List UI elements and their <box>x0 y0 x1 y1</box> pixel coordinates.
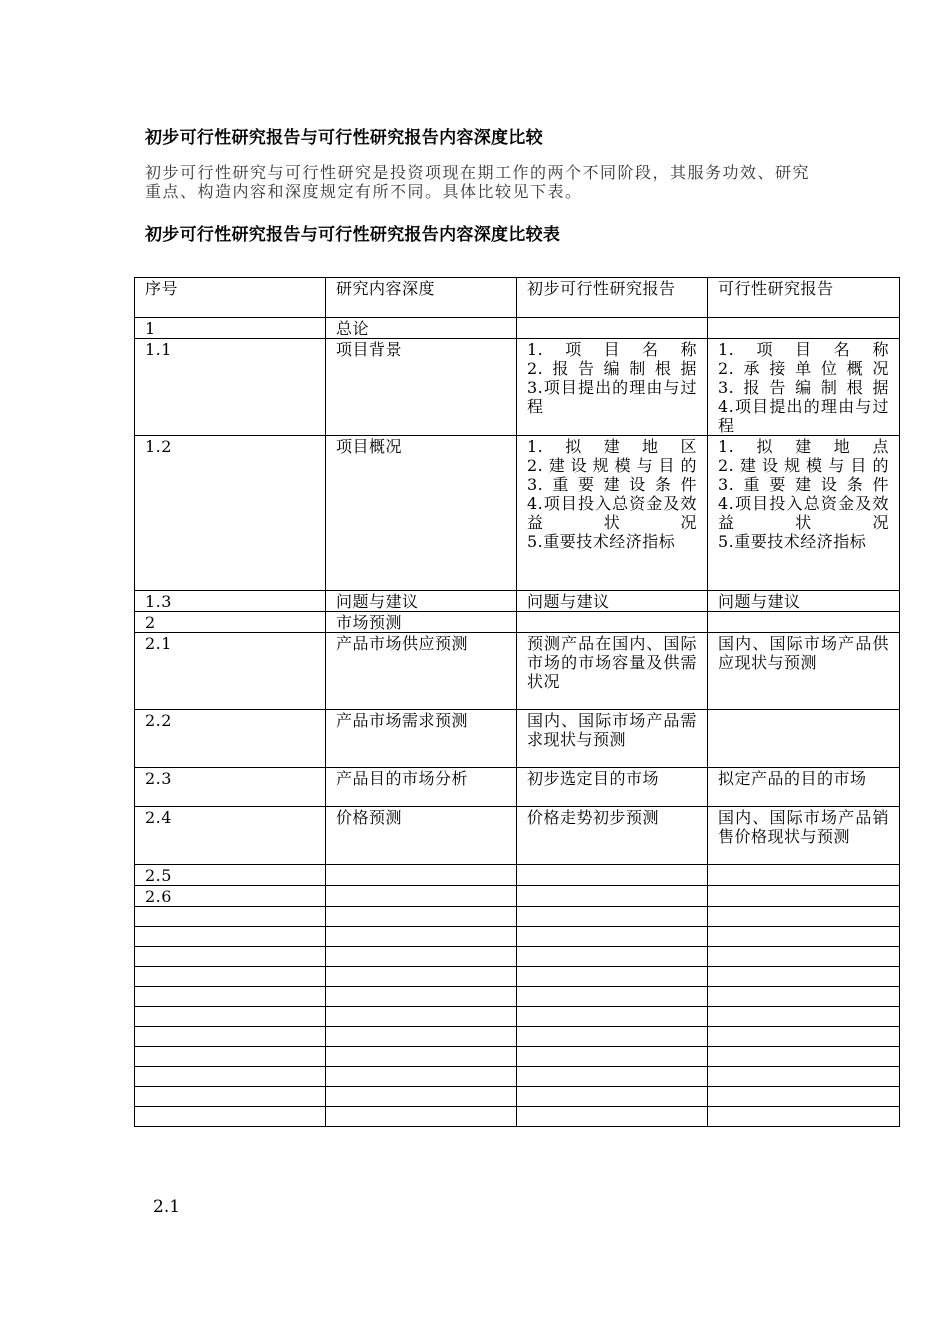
cell-prelim <box>517 1047 708 1067</box>
cell-content <box>326 927 517 947</box>
cell-feasibility <box>708 947 900 967</box>
cell-line: 预测产品在国内、国际市场的市场容量及供需状况 <box>527 634 697 691</box>
cell-prelim <box>517 710 708 768</box>
cell-line: 拟定产品的目的市场 <box>718 769 867 788</box>
table-header-row <box>135 278 900 318</box>
cell-line: 1.拟建地区 <box>527 437 697 456</box>
footer-section-number: 2.1 <box>153 1197 181 1217</box>
cell-seq: 1.2 <box>135 436 326 591</box>
cell-seq <box>135 947 326 967</box>
cell-seq <box>135 1007 326 1027</box>
cell-content <box>326 886 517 907</box>
cell-prelim <box>517 886 708 907</box>
table-row <box>135 1007 900 1027</box>
table-title: 初步可行性研究报告与可行性研究报告内容深度比较表 <box>145 225 561 245</box>
cell-feasibility <box>708 591 900 612</box>
cell-seq <box>135 1087 326 1107</box>
table-row <box>135 710 900 768</box>
table-row <box>135 591 900 612</box>
cell-line: 1.拟建地点 <box>718 437 889 456</box>
cell-prelim <box>517 768 708 807</box>
cell-seq: 2.6 <box>135 886 326 907</box>
cell-seq: 2.2 <box>135 710 326 768</box>
table-row <box>135 318 900 339</box>
cell-line: 3.重要建设条件 <box>718 475 889 494</box>
cell-line: 4.项目提出的理由与过程 <box>718 397 889 435</box>
cell-prelim <box>517 1087 708 1107</box>
table-row <box>135 1087 900 1107</box>
cell-seq <box>135 1047 326 1067</box>
cell-line: 5.重要技术经济指标 <box>527 532 676 551</box>
cell-prelim <box>517 1107 708 1127</box>
table-row <box>135 1047 900 1067</box>
cell-content <box>326 865 517 886</box>
cell-prelim <box>517 947 708 967</box>
table-row <box>135 927 900 947</box>
cell-feasibility <box>708 318 900 339</box>
table-row <box>135 633 900 710</box>
cell-content: 产品市场需求预测 <box>326 710 517 768</box>
cell-prelim <box>517 612 708 633</box>
cell-content: 产品市场供应预测 <box>326 633 517 710</box>
table-row <box>135 1067 900 1087</box>
cell-line: 2.建设规模与目的 <box>718 456 889 475</box>
cell-line: 价格走势初步预测 <box>527 808 660 827</box>
cell-seq: 1 <box>135 318 326 339</box>
document-title: 初步可行性研究报告与可行性研究报告内容深度比较 <box>145 128 543 148</box>
cell-feasibility <box>708 710 900 768</box>
cell-line: 问题与建议 <box>718 592 801 611</box>
cell-prelim <box>517 1007 708 1027</box>
cell-feasibility <box>708 1047 900 1067</box>
cell-seq: 1.3 <box>135 591 326 612</box>
cell-content: 市场预测 <box>326 612 517 633</box>
cell-line: 3.报告编制根据 <box>718 378 889 397</box>
cell-feasibility <box>708 865 900 886</box>
cell-seq <box>135 907 326 927</box>
cell-prelim <box>517 339 708 436</box>
cell-seq <box>135 987 326 1007</box>
cell-prelim <box>517 436 708 591</box>
cell-line: 2.报告编制根据 <box>527 359 697 378</box>
cell-feasibility <box>708 907 900 927</box>
cell-line: 4.项目投入总资金及效益状况 <box>527 494 697 532</box>
cell-seq: 2.1 <box>135 633 326 710</box>
table-row <box>135 807 900 865</box>
cell-line: 3.项目提出的理由与过程 <box>527 378 697 416</box>
cell-content <box>326 1067 517 1087</box>
cell-prelim <box>517 591 708 612</box>
cell-line: 问题与建议 <box>527 592 610 611</box>
cell-content <box>326 967 517 987</box>
cell-line: 初步选定目的市场 <box>527 769 660 788</box>
cell-prelim <box>517 987 708 1007</box>
table-row <box>135 1107 900 1127</box>
cell-content <box>326 1047 517 1067</box>
cell-content: 产品目的市场分析 <box>326 768 517 807</box>
cell-feasibility <box>708 807 900 865</box>
cell-seq <box>135 927 326 947</box>
cell-line: 3.重要建设条件 <box>527 475 697 494</box>
cell-seq: 1.1 <box>135 339 326 436</box>
table-row <box>135 886 900 907</box>
cell-content: 项目概况 <box>326 436 517 591</box>
table-row <box>135 967 900 987</box>
cell-prelim <box>517 865 708 886</box>
cell-content <box>326 947 517 967</box>
cell-feasibility <box>708 927 900 947</box>
header-feasibility: 可行性研究报告 <box>708 278 900 318</box>
table-row <box>135 436 900 591</box>
table-row <box>135 865 900 886</box>
table-row <box>135 987 900 1007</box>
cell-feasibility <box>708 612 900 633</box>
cell-prelim <box>517 1067 708 1087</box>
comparison-table <box>134 277 900 1127</box>
cell-content <box>326 1107 517 1127</box>
cell-content <box>326 907 517 927</box>
cell-seq <box>135 1027 326 1047</box>
cell-feasibility <box>708 1007 900 1027</box>
cell-content <box>326 1007 517 1027</box>
cell-feasibility <box>708 1087 900 1107</box>
cell-line: 1.项目名称 <box>527 340 697 359</box>
cell-content <box>326 1027 517 1047</box>
cell-feasibility <box>708 633 900 710</box>
cell-seq: 2.3 <box>135 768 326 807</box>
cell-prelim <box>517 633 708 710</box>
table-row <box>135 907 900 927</box>
cell-prelim <box>517 807 708 865</box>
cell-content: 问题与建议 <box>326 591 517 612</box>
cell-seq: 2.5 <box>135 865 326 886</box>
cell-content: 价格预测 <box>326 807 517 865</box>
intro-paragraph: 初步可行性研究与可行性研究是投资项现在期工作的两个不同阶段，其服务功效、研究重点、构造内容和深度规定有所不同。具体比较见下表。 <box>145 163 811 201</box>
cell-prelim <box>517 907 708 927</box>
table-body <box>135 318 900 1127</box>
cell-feasibility <box>708 768 900 807</box>
cell-line: 国内、国际市场产品需求现状与预测 <box>527 711 697 749</box>
cell-feasibility <box>708 987 900 1007</box>
cell-seq <box>135 967 326 987</box>
cell-content <box>326 1087 517 1107</box>
cell-prelim <box>517 967 708 987</box>
cell-line: 5.重要技术经济指标 <box>718 532 867 551</box>
cell-content: 总论 <box>326 318 517 339</box>
cell-feasibility <box>708 436 900 591</box>
cell-prelim <box>517 1027 708 1047</box>
cell-content: 项目背景 <box>326 339 517 436</box>
cell-line: 2.承接单位概况 <box>718 359 889 378</box>
cell-feasibility <box>708 339 900 436</box>
header-content: 研究内容深度 <box>326 278 517 318</box>
cell-feasibility <box>708 1107 900 1127</box>
cell-line: 1.项目名称 <box>718 340 889 359</box>
cell-line: 国内、国际市场产品供应现状与预测 <box>718 634 889 672</box>
table-row <box>135 339 900 436</box>
header-seq: 序号 <box>135 278 326 318</box>
table-row <box>135 947 900 967</box>
table-row <box>135 612 900 633</box>
cell-feasibility <box>708 967 900 987</box>
cell-line: 2.建设规模与目的 <box>527 456 697 475</box>
cell-prelim <box>517 927 708 947</box>
cell-seq: 2 <box>135 612 326 633</box>
cell-seq <box>135 1067 326 1087</box>
cell-prelim <box>517 318 708 339</box>
cell-seq <box>135 1107 326 1127</box>
cell-line: 国内、国际市场产品销售价格现状与预测 <box>718 808 889 846</box>
header-prelim: 初步可行性研究报告 <box>517 278 708 318</box>
cell-seq: 2.4 <box>135 807 326 865</box>
table-row <box>135 768 900 807</box>
cell-feasibility <box>708 1067 900 1087</box>
table-row <box>135 1027 900 1047</box>
cell-content <box>326 987 517 1007</box>
cell-line: 4.项目投入总资金及效益状况 <box>718 494 889 532</box>
cell-feasibility <box>708 1027 900 1047</box>
cell-feasibility <box>708 886 900 907</box>
